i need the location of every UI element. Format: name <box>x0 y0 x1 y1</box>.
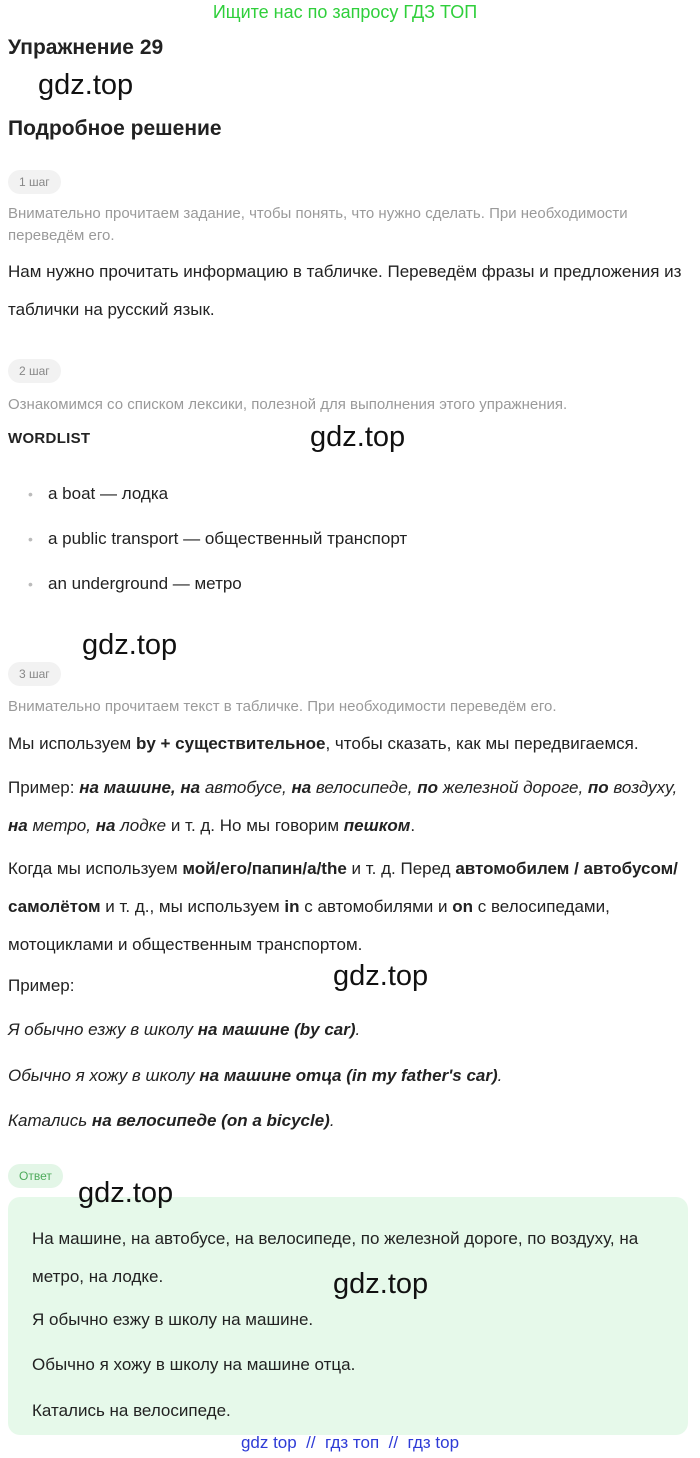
text-run-italic: . <box>497 1066 503 1085</box>
text-run: . <box>410 816 416 835</box>
text-run: Когда мы используем <box>8 859 183 878</box>
step-3-paragraph-3 <box>8 850 688 964</box>
text-run-bold: by + существительное <box>135 734 326 753</box>
answer-line: Обычно я хожу в школу на машине отца. <box>32 1355 356 1374</box>
footer-links[interactable]: gdz top // гдз топ // гдз top <box>240 1433 460 1452</box>
watermark: gdz.top <box>82 629 178 661</box>
text-run: с велосипедами, мотоциклами и общественным транспортом. <box>8 897 610 954</box>
list-item <box>28 519 668 564</box>
text-run: Пример: <box>8 778 80 797</box>
text-run-italic: Катались <box>8 1111 92 1130</box>
text-run-bold-italic: на машине (by car) <box>197 1020 356 1039</box>
watermark: gdz.top <box>78 1177 174 1209</box>
step-1-hint: Внимательно прочитаем задание, чтобы понять, что нужно сделать. При необходимости переведём его. <box>8 205 628 244</box>
text-run-bold-italic: по <box>587 778 609 797</box>
wordlist-title: WORDLIST <box>8 430 91 447</box>
step-2-hint: Ознакомимся со списком лексики, полезной для выполнения этого упражнения. <box>8 396 568 413</box>
answer-line: Катались на велосипеде. <box>32 1401 231 1420</box>
text-run-italic: . <box>355 1020 361 1039</box>
text-run-bold-italic: на машине, на <box>79 778 201 797</box>
bullet-icon: • <box>28 531 33 547</box>
step-1-badge <box>8 170 61 194</box>
list-item <box>28 564 668 609</box>
text-run-bold-italic: на велосипеде (on a bicycle) <box>91 1111 330 1130</box>
text-run-italic: Обычно я хожу в школу <box>8 1066 200 1085</box>
text-run-italic: метро, <box>27 816 96 835</box>
exercise-title: Упражнение 29 <box>8 36 164 59</box>
text-run-bold-italic: на машине отца (in my father's car) <box>199 1066 498 1085</box>
text-run-italic: велосипеде, <box>311 778 418 797</box>
step-badge-label: 3 шаг <box>8 662 61 686</box>
example-sentence <box>8 1011 688 1049</box>
text-run-bold: in <box>284 897 300 916</box>
step-badge-label: 1 шаг <box>8 170 61 194</box>
wordlist <box>28 474 668 609</box>
watermark: gdz.top <box>333 1268 429 1300</box>
text-run: с автомобилями и <box>299 897 453 916</box>
word-entry: a boat — лодка <box>48 484 169 503</box>
list-item <box>28 474 668 519</box>
step-3-badge <box>8 662 61 686</box>
text-run-italic: автобусе, <box>200 778 292 797</box>
answer-badge <box>8 1164 63 1188</box>
watermark: gdz.top <box>310 421 406 453</box>
answer-badge-label: Ответ <box>8 1164 63 1188</box>
word-entry: a public transport — общественный транспорт <box>48 529 408 548</box>
text-run: и т. д., мы используем <box>100 897 285 916</box>
text-run-bold-italic: на <box>291 778 312 797</box>
text-run-italic: Я обычно езжу в школу <box>8 1020 198 1039</box>
bullet-icon: • <box>28 486 33 502</box>
text-run-bold-italic: пешком <box>343 816 411 835</box>
watermark: gdz.top <box>333 960 429 992</box>
watermark: gdz.top <box>38 69 134 101</box>
text-run: , чтобы сказать, как мы передвигаемся. <box>325 734 639 753</box>
step-2-badge <box>8 359 61 383</box>
solution-title: Подробное решение <box>8 117 222 140</box>
example-sentence <box>8 1057 688 1095</box>
text-run-bold: автомобилем / автобусом/самолётом <box>8 859 678 916</box>
text-run-bold: мой/его/папин/a/the <box>182 859 347 878</box>
text-run-italic: воздуху, <box>608 778 678 797</box>
text-run-bold-italic: на <box>95 816 116 835</box>
text-run-bold-italic: на <box>8 816 28 835</box>
text-run-italic: железной дороге, <box>438 778 588 797</box>
example-label: Пример: <box>8 976 75 995</box>
example-sentence <box>8 1102 688 1140</box>
text-run-bold: on <box>452 897 474 916</box>
step-badge-label: 2 шаг <box>8 359 61 383</box>
answer-line: На машине, на автобусе, на велосипеде, по железной дороге, по воздуху, на метро, на лодке. <box>32 1229 639 1286</box>
text-run-bold-italic: по <box>417 778 439 797</box>
text-run: и т. д. Но мы говорим <box>166 816 344 835</box>
text-run: Мы используем <box>8 734 136 753</box>
bullet-icon: • <box>28 576 33 592</box>
step-1-text: Нам нужно прочитать информацию в табличке. Переведём фразы и предложения из таблички на русский язык. <box>8 262 682 319</box>
step-3-paragraph-2 <box>8 769 688 845</box>
text-run-italic: лодке <box>115 816 167 835</box>
step-3-hint: Внимательно прочитаем текст в табличке. При необходимости переведём его. <box>8 698 557 715</box>
step-3-paragraph-1 <box>8 725 688 763</box>
text-run: и т. д. Перед <box>346 859 456 878</box>
answer-line: Я обычно езжу в школу на машине. <box>32 1310 314 1329</box>
search-banner: Ищите нас по запросу ГДЗ ТОП <box>212 2 478 22</box>
text-run-italic: . <box>329 1111 335 1130</box>
word-entry: an underground — метро <box>48 574 242 593</box>
